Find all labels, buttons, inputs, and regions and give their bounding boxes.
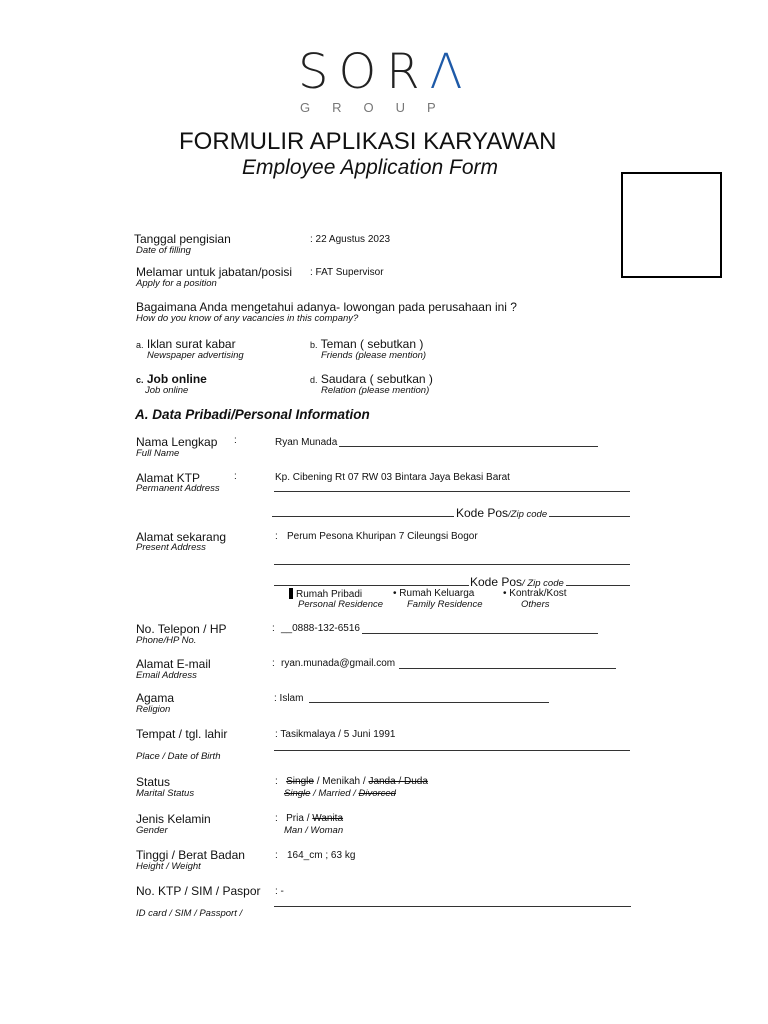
residence-option-other: • Kontrak/Kost <box>503 588 567 599</box>
email-label: Alamat E-mail <box>136 657 211 671</box>
vacancy-option-b-sub: Friends (please mention) <box>321 350 427 361</box>
vacancy-option-d-sub: Relation (please mention) <box>321 385 430 396</box>
present-address-colon: : <box>275 531 278 542</box>
full-name-sub: Full Name <box>136 448 180 459</box>
id-card-sub: ID card / SIM / Passport / <box>136 908 243 919</box>
id-card-value: : - <box>275 886 284 897</box>
religion-label: Agama <box>136 691 175 705</box>
vacancy-question-sub: How do you know of any vacancies in this company? <box>136 313 359 324</box>
form-subtitle: Employee Application Form <box>242 156 498 179</box>
phone-label: No. Telepon / HP <box>136 622 227 636</box>
present-zip-line-right <box>566 585 630 586</box>
residence-option-personal-sub: Personal Residence <box>298 599 384 610</box>
ktp-address-value: Kp. Cibening Rt 07 RW 03 Bintara Jaya Bekasi Barat <box>275 472 510 483</box>
full-name-label: Nama Lengkap <box>136 435 218 449</box>
status-label: Status <box>136 775 171 789</box>
position-label: Melamar untuk jabatan/posisi <box>136 265 293 279</box>
section-a-heading: A. Data Pribadi/Personal Information <box>135 407 370 422</box>
position-value: : FAT Supervisor <box>310 267 384 278</box>
gender-options-en: Man / Woman <box>284 825 344 836</box>
ktp-address-sub: Permanent Address <box>136 483 220 494</box>
height-weight-label: Tinggi / Berat Badan <box>136 848 245 862</box>
residence-option-personal: Rumah Pribadi <box>289 588 362 600</box>
filled-square-icon <box>289 588 293 599</box>
birth-line <box>274 750 630 751</box>
full-name-line <box>339 446 598 447</box>
present-address-line <box>274 564 630 565</box>
email-line <box>399 668 616 669</box>
present-zip-label: Kode Pos/ Zip code <box>470 575 564 589</box>
ktp-address-label: Alamat KTP <box>136 471 201 485</box>
gender-options: : Pria / Wanita <box>275 813 344 824</box>
vacancy-option-c: c. Job online <box>136 372 207 386</box>
height-weight-value: 164_cm ; 63 kg <box>287 850 356 861</box>
logo-group: GROUP <box>300 100 458 115</box>
religion-value: : Islam <box>274 693 304 704</box>
birth-label: Tempat / tgl. lahir <box>136 727 228 741</box>
email-sub: Email Address <box>136 670 197 681</box>
height-weight-colon: : <box>275 850 278 861</box>
bullet-icon: • <box>393 588 397 599</box>
status-options: : Single / Menikah / Janda / Duda <box>275 776 428 787</box>
vacancy-option-d: d. Saudara ( sebutkan ) <box>310 372 433 386</box>
present-zip-line-left <box>274 585 469 586</box>
vacancy-option-b: b. Teman ( sebutkan ) <box>310 337 424 351</box>
fill-date-label: Tanggal pengisian <box>134 232 231 246</box>
status-sub: Marital Status <box>136 788 195 799</box>
id-card-line <box>274 906 631 907</box>
present-address-value: Perum Pesona Khuripan 7 Cileungsi Bogor <box>287 531 478 542</box>
religion-line <box>309 702 549 703</box>
phone-sub: Phone/HP No. <box>136 635 197 646</box>
birth-sub: Place / Date of Birth <box>136 751 221 762</box>
full-name-value: Ryan Munada <box>275 437 338 448</box>
ktp-zip-line-left <box>272 516 454 517</box>
full-name-colon: : <box>234 435 237 446</box>
status-options-en: Single / Married / Divorced <box>284 788 396 799</box>
birth-value: : Tasikmalaya / 5 Juni 1991 <box>275 729 396 740</box>
present-address-sub: Present Address <box>136 542 206 553</box>
fill-date-value: : 22 Agustus 2023 <box>310 234 391 245</box>
form-title: FORMULIR APLIKASI KARYAWAN <box>179 128 557 155</box>
present-address-label: Alamat sekarang <box>136 530 227 544</box>
vacancy-option-a-sub: Newspaper advertising <box>147 350 244 361</box>
vacancy-option-a: a. Iklan surat kabar <box>136 337 236 351</box>
ktp-address-line <box>274 491 630 492</box>
ktp-zip-line-right <box>549 516 630 517</box>
residence-option-family: • Rumah Keluarga <box>393 588 475 599</box>
phone-colon: : <box>272 623 275 634</box>
residence-option-family-sub: Family Residence <box>407 599 483 610</box>
fill-date-sub: Date of filling <box>136 245 191 256</box>
phone-line <box>362 633 598 634</box>
vacancy-option-c-sub: Job online <box>145 385 189 396</box>
ktp-zip-label: Kode Pos/Zip code <box>456 506 548 520</box>
gender-sub: Gender <box>136 825 168 836</box>
religion-sub: Religion <box>136 704 171 715</box>
logo-wordmark: SORΛ <box>298 44 473 100</box>
residence-option-other-sub: Others <box>521 599 550 610</box>
ktp-address-colon: : <box>234 471 237 482</box>
email-value: ryan.munada@gmail.com <box>281 658 396 669</box>
bullet-icon: • <box>503 588 507 599</box>
photo-box <box>621 172 722 278</box>
email-colon: : <box>272 658 275 669</box>
vacancy-question: Bagaimana Anda mengetahui adanya- lowongan pada perusahaan ini ? <box>136 300 517 314</box>
phone-value: __0888-132-6516 <box>281 623 360 634</box>
height-weight-sub: Height / Weight <box>136 861 201 872</box>
position-sub: Apply for a position <box>136 278 217 289</box>
id-card-label: No. KTP / SIM / Paspor <box>136 884 261 898</box>
gender-label: Jenis Kelamin <box>136 812 211 826</box>
